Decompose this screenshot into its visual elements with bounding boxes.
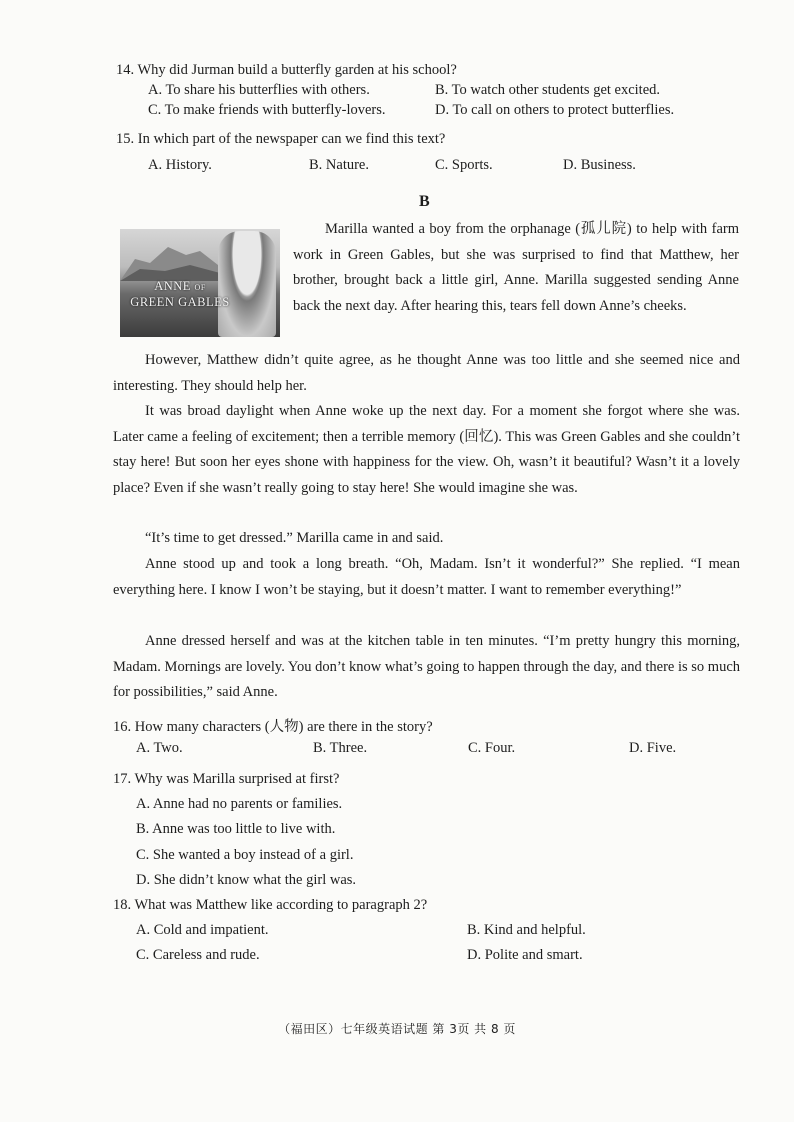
q18-option-d: D. Polite and smart. (467, 947, 583, 963)
q17-option-c: C. She wanted a boy instead of a girl. (136, 847, 354, 863)
q14-option-d: D. To call on others to protect butterflies. (435, 102, 675, 118)
q14-option-a: A. To share his butterflies with others. (148, 82, 370, 98)
passage-paragraph-6: Anne dressed herself and was at the kitchen table in ten minutes. “I’m pretty hungry this morning, Madam. Mornings are lovely. You don’t know what’s going to happen through the day, and there is so much for possibilities,” said Anne. (113, 633, 740, 700)
image-title-line2: OF (194, 283, 206, 292)
q16-option-b: B. Three. (313, 740, 368, 756)
page-footer: （福田区）七年级英语试题 第 3页 共 8 页 (278, 1022, 516, 1036)
q17-option-b: B. Anne was too little to live with. (136, 821, 336, 837)
question-17: 17. Why was Marilla surprised at first? (113, 771, 340, 787)
q17-option-d: D. She didn’t know what the girl was. (136, 872, 357, 888)
q14-option-c: C. To make friends with butterfly-lovers. (148, 102, 386, 118)
q16-option-c: C. Four. (468, 740, 516, 756)
question-14: 14. Why did Jurman build a butterfly garden at his school? (116, 62, 457, 78)
passage-paragraph-4: “It’s time to get dressed.” Marilla came in and said. (145, 530, 444, 546)
q16-option-d: D. Five. (629, 740, 677, 756)
q18-option-c: C. Careless and rude. (136, 947, 260, 963)
q18-option-b: B. Kind and helpful. (467, 922, 586, 938)
passage-paragraph-2: However, Matthew didn’t quite agree, as he thought Anne was too little and she seemed nice and interesting. They should help her. (113, 352, 740, 394)
question-16: 16. How many characters (人物) are there in the story? (113, 719, 433, 735)
question-15: 15. In which part of the newspaper can we find this text? (116, 131, 446, 147)
question-18: 18. What was Matthew like according to paragraph 2? (113, 897, 428, 913)
q18-option-a: A. Cold and impatient. (136, 922, 269, 938)
passage-paragraph-5: Anne stood up and took a long breath. “Oh, Madam. Isn’t it wonderful?” She replied. “I mean everything here. I know I won’t be staying, but it doesn’t matter. I want to remember everything!” (113, 556, 740, 598)
image-title-line3: GREEN GABLES (130, 295, 230, 309)
q15-option-d: D. Business. (563, 157, 636, 173)
passage-paragraph-3: It was broad daylight when Anne woke up the next day. For a moment she forgot where she was. Later came a feeling of excitement; then a terrible memory (回忆). This was Green Gables and she couldn’t stay here! But soon her eyes shone with happiness for the view. Oh, wasn’t it beautiful? Wasn’t it a lovely place? Even if she wasn’t really going to stay here! She would imagine she was. (113, 403, 740, 496)
passage-paragraph-1: Marilla wanted a boy from the orphanage (孤儿院) to help with farm work in Green Gables, but she was surprised to find that Matthew, her brother, brought back a little girl, Anne. Marilla suggested sending Anne back the next day. After hearing this, tears fell down Anne’s cheeks. (293, 221, 739, 314)
section-b-heading: B (419, 193, 430, 210)
q15-option-b: B. Nature. (309, 157, 369, 173)
image-title (124, 279, 236, 309)
q15-option-c: C. Sports. (435, 157, 493, 173)
anne-of-green-gables-image (120, 229, 280, 337)
image-title-line1: ANNE (154, 279, 191, 293)
q14-option-b: B. To watch other students get excited. (435, 82, 661, 98)
q15-option-a: A. History. (148, 157, 212, 173)
q17-option-a: A. Anne had no parents or families. (136, 796, 343, 812)
q16-option-a: A. Two. (136, 740, 183, 756)
